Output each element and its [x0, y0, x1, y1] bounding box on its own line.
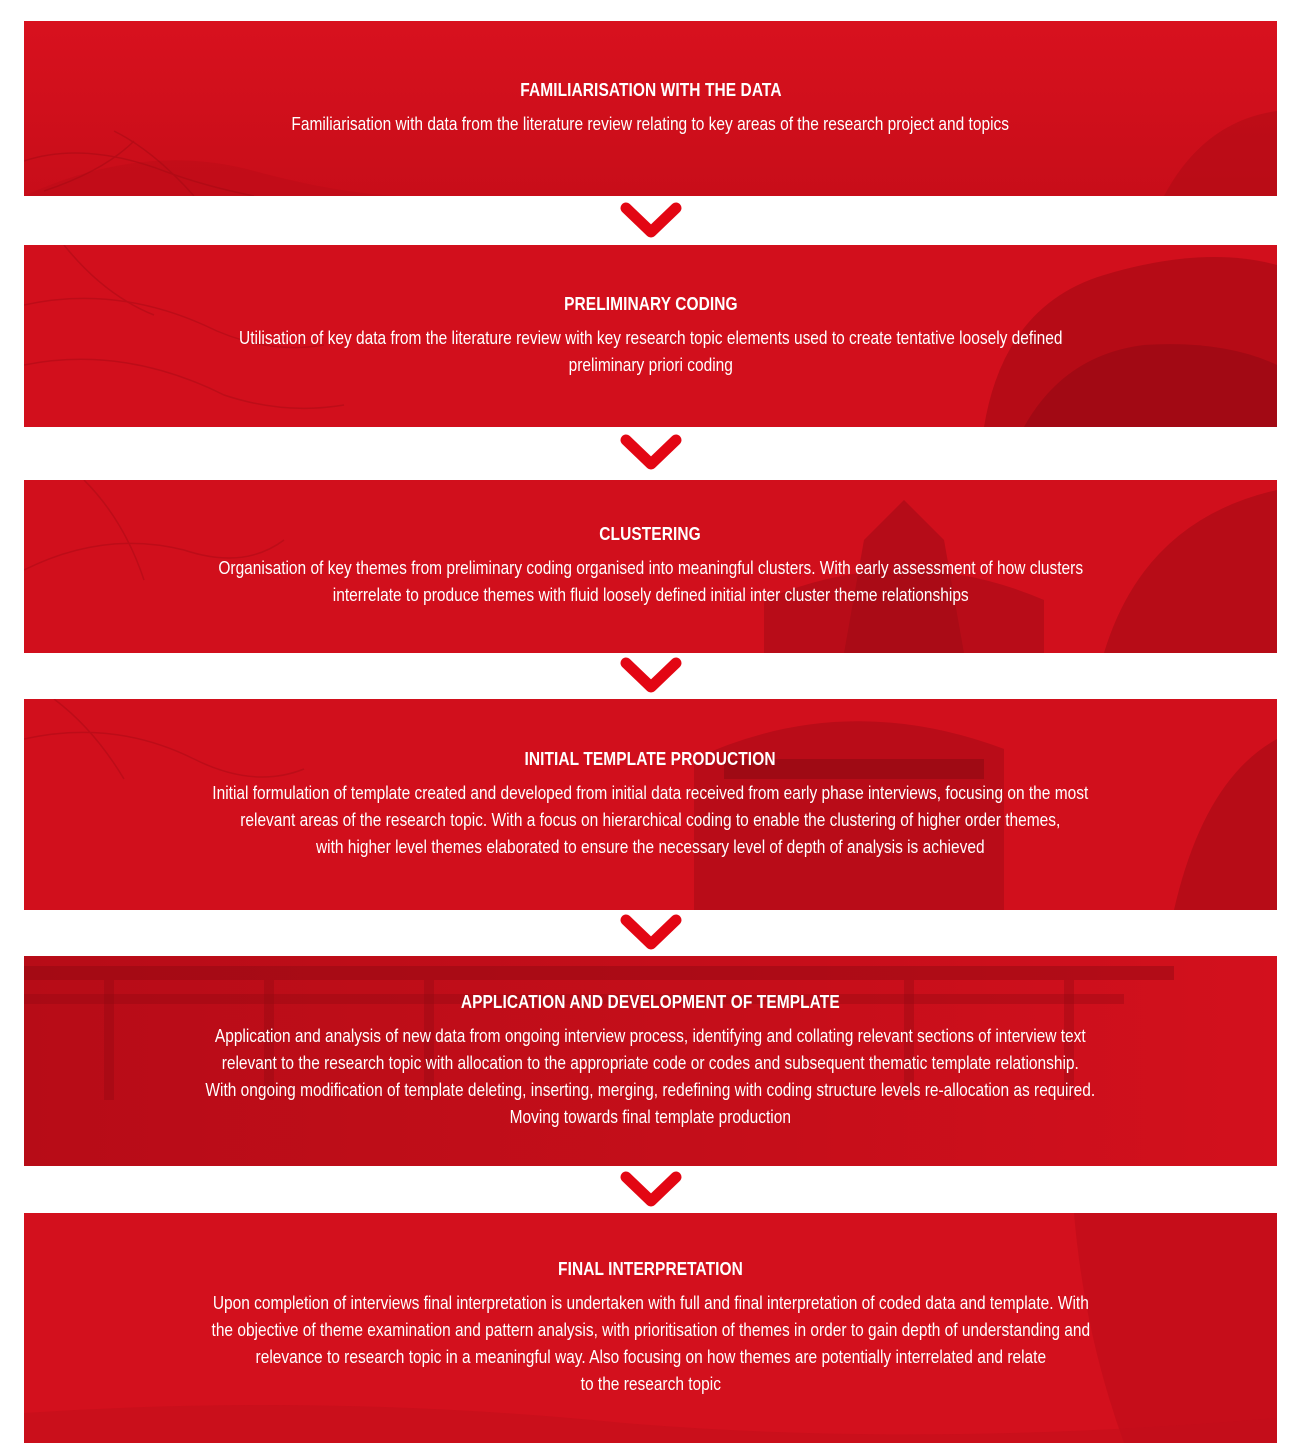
step-description-line: Familiarisation with data from the literature review relating to key areas of the research project and topics — [291, 113, 1010, 134]
step-description — [206, 1023, 1096, 1131]
step-title: CLUSTERING — [599, 524, 702, 544]
step-preliminary-coding — [24, 245, 1277, 427]
step-description — [213, 780, 1089, 861]
step-description — [218, 555, 1083, 609]
step-description — [239, 325, 1062, 379]
step-title: APPLICATION AND DEVELOPMENT OF TEMPLATE — [461, 991, 840, 1012]
down-arrow-icon — [618, 912, 684, 952]
step-description-line: Organisation of key themes from preliminary coding organised into meaningful clusters. With early assessment of how clusters — [218, 558, 1083, 578]
step-title: INITIAL TEMPLATE PRODUCTION — [524, 748, 777, 769]
down-arrow-icon — [618, 655, 684, 695]
step-description-line: to the research topic — [580, 1373, 721, 1394]
step-description-line: With ongoing modification of template deleting, inserting, merging, redefining with coding structure levels re-allocation as required. — [205, 1079, 1096, 1100]
step-title: PRELIMINARY CODING — [563, 293, 738, 314]
step-description-line: preliminary priori coding — [568, 354, 733, 375]
step-description-line: Application and analysis of new data from ongoing interview process, identifying and collating relevant sections of interview text — [215, 1025, 1086, 1046]
step-description-line: Utilisation of key data from the literature review with key research topic elements used to create tentative loosely defined — [238, 327, 1063, 348]
step-description-line: relevant to the research topic with allocation to the appropriate code or codes and subsequent thematic template relationship. — [221, 1052, 1080, 1073]
step-description-line: with higher level themes elaborated to ensure the necessary level of depth of analysis is achieved — [316, 836, 985, 857]
step-description-line: relevant areas of the research topic. With a focus on hierarchical coding to enable the clustering of higher order themes, — [240, 809, 1061, 830]
step-final-interpretation — [24, 1213, 1277, 1443]
step-description-line: the objective of theme examination and pattern analysis, with prioritisation of themes in order to gain depth of understanding and — [211, 1319, 1090, 1340]
step-description-line: Initial formulation of template created and developed from initial data received from early phase interviews, focusing on the most — [212, 782, 1089, 803]
step-title: FINAL INTERPRETATION — [558, 1258, 743, 1279]
step-description — [292, 111, 1010, 138]
step-initial-template-production — [24, 699, 1277, 910]
step-clustering — [24, 480, 1277, 653]
step-description-line: Moving towards final template production — [509, 1106, 792, 1127]
down-arrow-icon — [618, 200, 684, 240]
step-description-line: interrelate to produce themes with fluid loosely defined initial inter cluster theme relationships — [332, 585, 969, 605]
step-description-line: relevance to research topic in a meaningful way. Also focusing on how themes are potentially interrelated and relate — [255, 1346, 1046, 1367]
step-application-and-development — [24, 956, 1277, 1166]
step-description — [211, 1290, 1090, 1398]
step-title: FAMILIARISATION WITH THE DATA — [519, 79, 782, 100]
step-familiarisation — [24, 21, 1277, 196]
down-arrow-icon — [618, 432, 684, 472]
step-description-line: Upon completion of interviews final interpretation is undertaken with full and final interpretation of coded data and template. With — [212, 1292, 1089, 1313]
down-arrow-icon — [618, 1169, 684, 1209]
